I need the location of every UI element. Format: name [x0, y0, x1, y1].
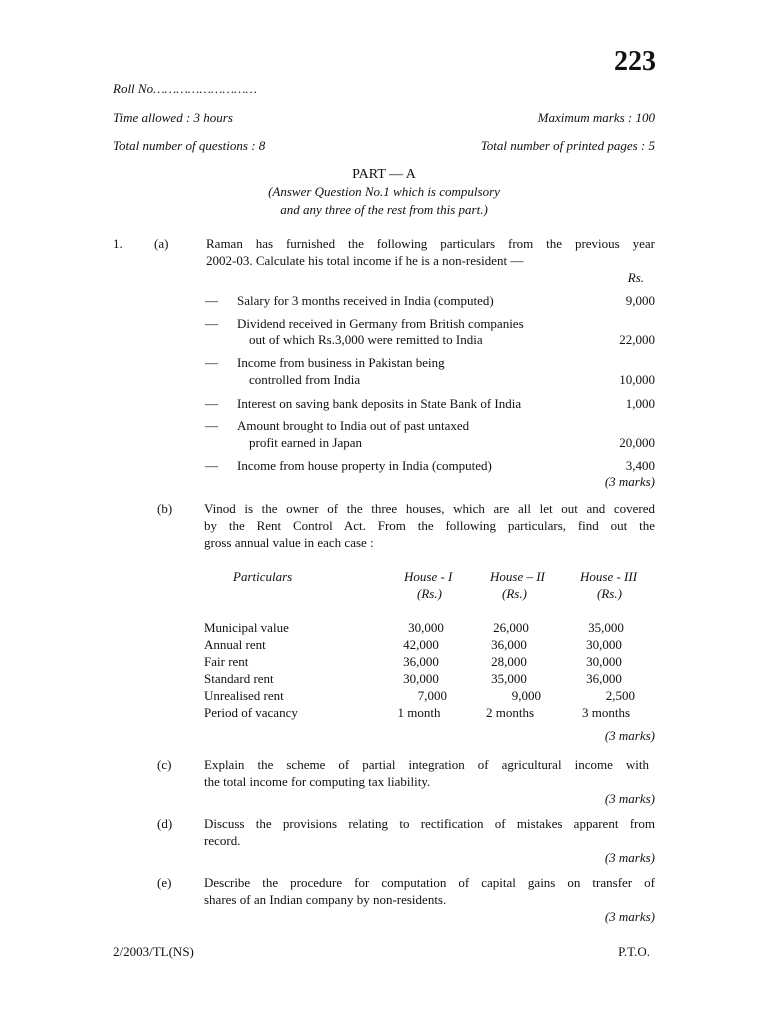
footer-pto: P.T.O.	[618, 944, 650, 959]
cell-house-3: 35,000	[588, 620, 624, 635]
item-amount: 1,000	[625, 396, 655, 411]
marks-c: (3 marks)	[604, 791, 655, 806]
item-text-cont: controlled from India	[249, 372, 361, 387]
subq-label-a: (a)	[154, 236, 169, 251]
row-label: Unrealised rent	[204, 688, 284, 703]
cell-house-2: 2 months	[485, 705, 535, 720]
cell-house-1: 30,000	[403, 671, 439, 686]
q1b-line-1: Vinod is the owner of the three houses, which are all let out and covered	[204, 501, 655, 516]
marks-e: (3 marks)	[604, 909, 655, 924]
cell-house-3: 30,000	[586, 637, 622, 652]
item-dash: —	[205, 418, 218, 433]
cell-house-2: 36,000	[491, 637, 527, 652]
time-allowed: Time allowed : 3 hours	[113, 110, 233, 125]
subq-label-d: (d)	[157, 816, 173, 831]
total-questions: Total number of questions : 8	[113, 138, 266, 153]
cell-house-2: 9,000	[511, 688, 541, 703]
row-label: Annual rent	[204, 637, 266, 652]
q1c-line-2: the total income for computing tax liability.	[204, 774, 431, 789]
cell-house-3: 36,000	[586, 671, 622, 686]
subq-label-b: (b)	[157, 501, 173, 516]
item-amount: 9,000	[625, 293, 655, 308]
col-particulars: Particulars	[233, 569, 293, 584]
item-dash: —	[205, 293, 218, 308]
max-marks: Maximum marks : 100	[537, 110, 655, 125]
currency-header: Rs.	[627, 270, 644, 285]
cell-house-2: 35,000	[491, 671, 527, 686]
question-number: 1.	[113, 236, 123, 251]
cell-house-1: 30,000	[408, 620, 444, 635]
item-text: Dividend received in Germany from British companies	[237, 316, 524, 331]
part-note-2: and any three of the rest from this part.)	[280, 202, 488, 217]
col-unit-1: (Rs.)	[417, 586, 442, 601]
cell-house-3: 30,000	[586, 654, 622, 669]
marks-d: (3 marks)	[604, 850, 655, 865]
q1a-line-1: Raman has furnished the following particulars from the previous year	[206, 236, 655, 251]
col-house-2: House – II	[490, 569, 545, 584]
cell-house-1: 7,000	[417, 688, 447, 703]
col-house-3: House - III	[580, 569, 638, 584]
item-dash: —	[205, 458, 218, 473]
col-unit-2: (Rs.)	[502, 586, 527, 601]
marks-a: (3 marks)	[604, 474, 655, 489]
item-text: Salary for 3 months received in India (computed)	[237, 293, 494, 308]
cell-house-3: 3 months	[581, 705, 631, 720]
marks-b: (3 marks)	[604, 728, 655, 743]
part-title: PART — A	[352, 167, 416, 182]
q1e-line-1: Describe the procedure for computation of capital gains on transfer of	[204, 875, 655, 890]
q1d-line-1: Discuss the provisions relating to rectification of mistakes apparent from	[204, 816, 655, 831]
item-text-cont: profit earned in Japan	[249, 435, 362, 450]
item-amount: 10,000	[619, 372, 655, 387]
part-note-1: (Answer Question No.1 which is compulsory	[268, 184, 500, 199]
footer-code: 2/2003/TL(NS)	[113, 944, 194, 959]
item-dash: —	[205, 355, 218, 370]
row-label: Period of vacancy	[204, 705, 298, 720]
item-dash: —	[205, 396, 218, 411]
paper-code: 223	[614, 46, 656, 77]
col-house-1: House - I	[404, 569, 453, 584]
cell-house-3: 2,500	[605, 688, 635, 703]
item-text: Income from house property in India (computed)	[237, 458, 492, 473]
q1b-line-3: gross annual value in each case :	[204, 535, 374, 550]
item-text: Interest on saving bank deposits in State Bank of India	[237, 396, 522, 411]
cell-house-2: 26,000	[493, 620, 529, 635]
subq-label-e: (e)	[157, 875, 172, 890]
cell-house-1: 42,000	[403, 637, 439, 652]
printed-pages: Total number of printed pages : 5	[480, 138, 655, 153]
row-label: Fair rent	[204, 654, 249, 669]
subq-label-c: (c)	[157, 757, 172, 772]
q1b-line-2: by the Rent Control Act. From the following particulars, find out the	[204, 518, 655, 533]
item-text: Income from business in Pakistan being	[237, 355, 445, 370]
item-dash: —	[205, 316, 218, 331]
row-label: Standard rent	[204, 671, 274, 686]
item-amount: 22,000	[619, 332, 655, 347]
col-unit-3: (Rs.)	[597, 586, 622, 601]
cell-house-2: 28,000	[491, 654, 527, 669]
row-label: Municipal value	[204, 620, 289, 635]
q1a-line-2: 2002-03. Calculate his total income if he is a non-resident —	[206, 253, 524, 268]
item-amount: 20,000	[619, 435, 655, 450]
q1e-line-2: shares of an Indian company by non-residents.	[204, 892, 447, 907]
cell-house-1: 36,000	[403, 654, 439, 669]
cell-house-1: 1 month	[397, 705, 441, 720]
item-text: Amount brought to India out of past untaxed	[237, 418, 470, 433]
q1c-line-1: Explain the scheme of partial integration of agricultural income with	[204, 757, 649, 772]
q1d-line-2: record.	[204, 833, 241, 848]
item-text-cont: out of which Rs.3,000 were remitted to India	[249, 332, 483, 347]
item-amount: 3,400	[625, 458, 655, 473]
roll-no: Roll No………………………	[113, 81, 258, 96]
